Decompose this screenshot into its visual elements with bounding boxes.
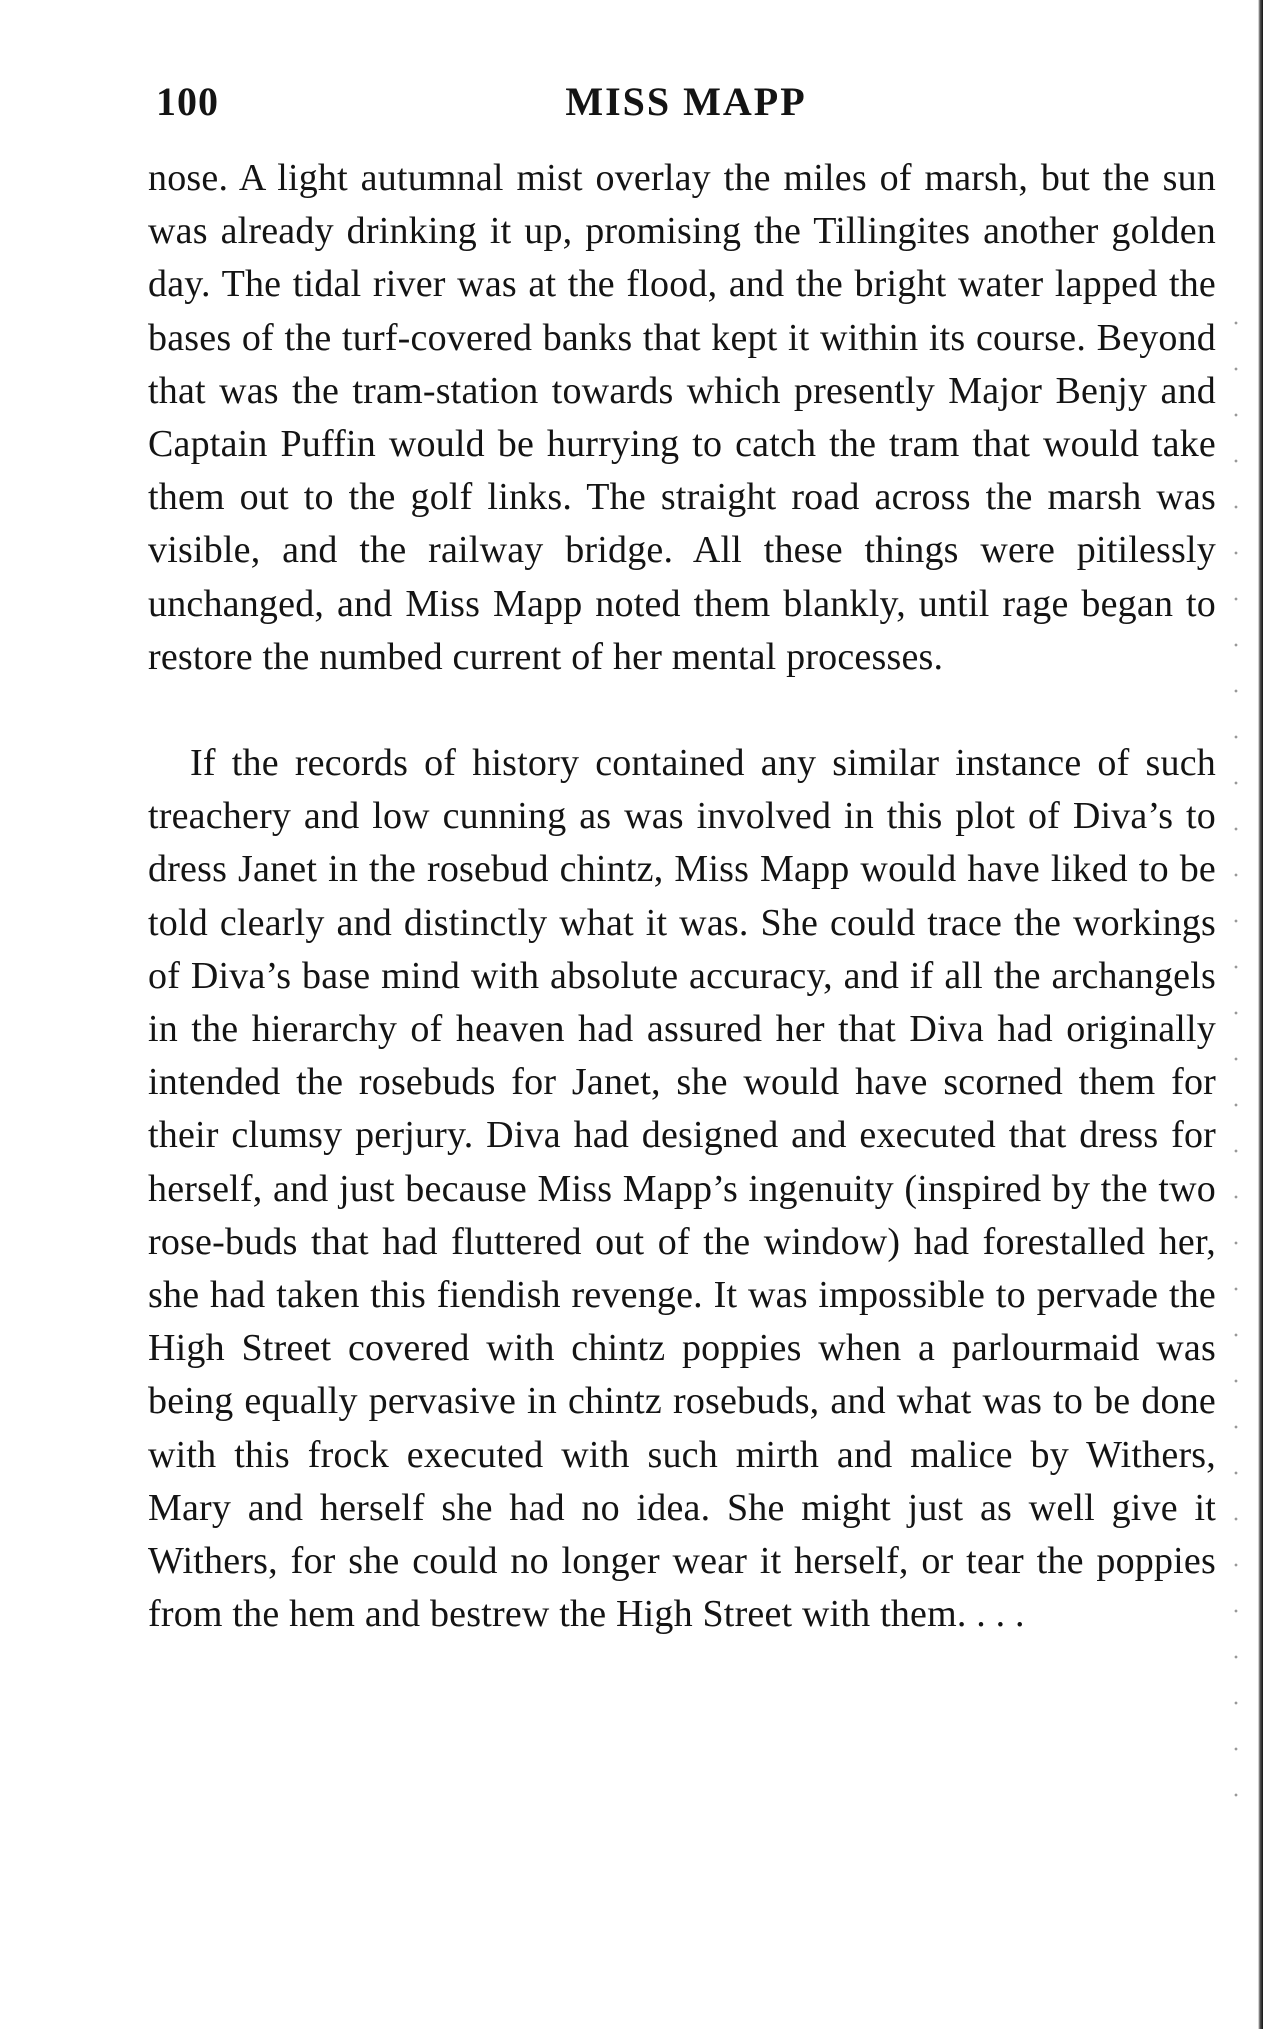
paragraph-2: If the records of history contained any similar instance of such treachery and low cunning as was involved in this plot of Diva’s to dress Janet in the rosebud chintz, Miss Mapp would have liked to be told clearly and distinctly what it was. She could trace the workings of Diva’s base mind with absolute accuracy, and if all the archangels in the hierarchy of heaven had assured her that Diva had originally intended the rosebuds for Janet, she would have scorned them for their clumsy perjury. Diva had designed and executed that dress for herself, and just because Miss Mapp’s ingenuity (inspired by the two rose-buds that had fluttered out of the window) had forestalled her, she had taken this fiendish revenge. It was impossible to pervade the High Street covered with chintz poppies when a parlourmaid was being equally pervasive in chintz rosebuds, and what was to be done with this frock executed with such mirth and malice by Withers, Mary and herself she had no idea. She might just as well give it Withers, for she could no longer wear it herself, or tear the poppies from the hem and bestrew the High Street with them. . . . [148,742,1216,1636]
scan-edge-shadow [1258,0,1263,2029]
page-number: 100 [156,79,219,124]
scan-edge-marks [1233,300,1239,1800]
paragraph-1: nose. A light autumnal mist overlay the miles of marsh, but the sun was already drinking it up, promising the Tillingites another golden day. The tidal river was at the flood, and the bright water lapped the bases of the turf-covered banks that kept it within its course. Beyond that was the tram-station towards which presently Major Benjy and Captain Puffin would be hurrying to catch the tram that would take them out to the golf links. The straight road across the marsh was visible, and the railway bridge. All these things were pitilessly unchanged, and Miss Mapp noted them blankly, until rage began to restore the numbed current of her mental processes. [148,157,1216,678]
body-text [148,152,1216,1641]
page-header [156,78,1216,134]
running-title: MISS MAPP [565,79,807,124]
